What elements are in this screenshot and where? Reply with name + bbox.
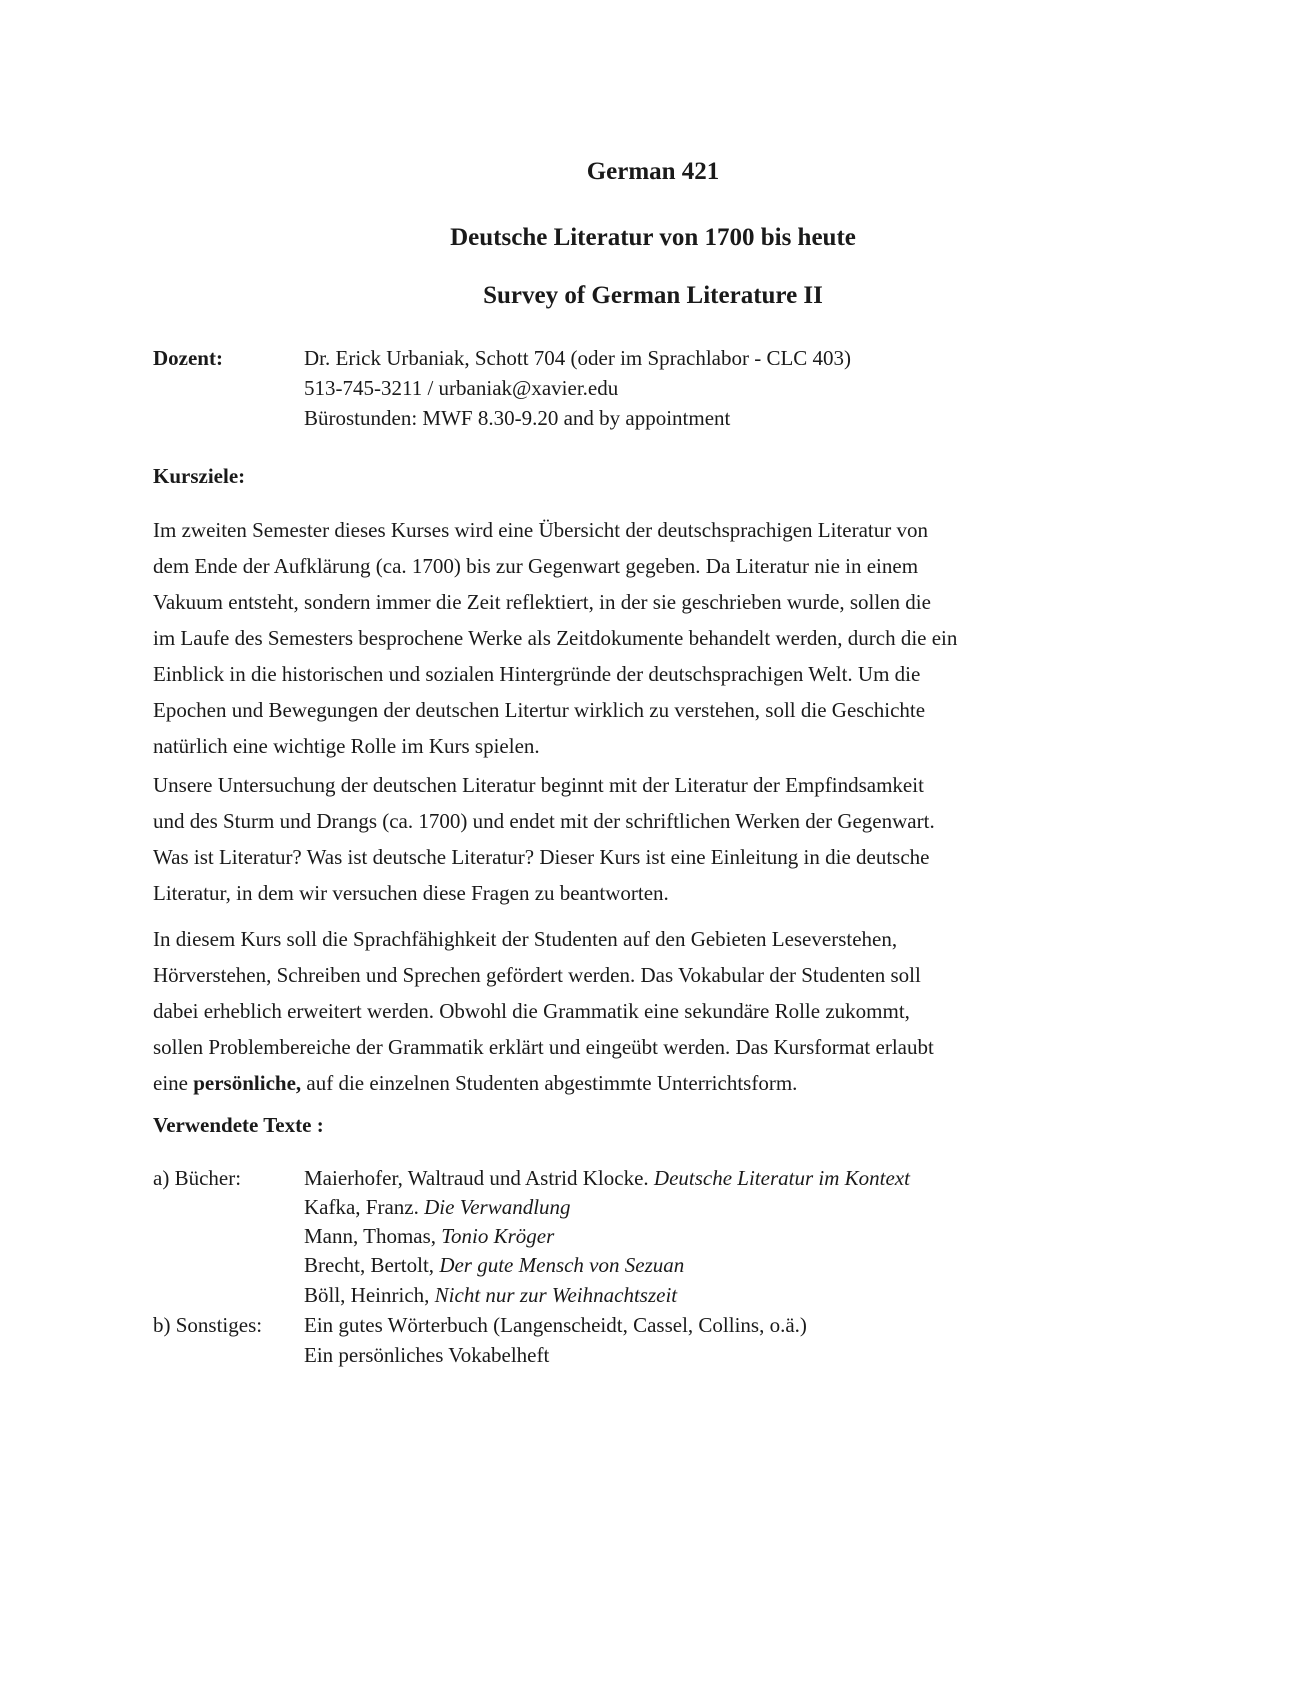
- paragraph-line: dabei erheblich erweitert werden. Obwohl die Grammatik eine sekundäre Rolle zukommt,: [153, 999, 910, 1023]
- book-entry: [304, 1283, 677, 1308]
- book-title: Deutsche Literatur im Kontext: [653, 1166, 910, 1190]
- paragraph-line: Literatur, in dem wir versuchen diese Fragen zu beantworten.: [153, 881, 669, 905]
- other-material-entry: Ein persönliches Vokabelheft: [304, 1343, 550, 1367]
- book-entry: [304, 1224, 554, 1249]
- paragraph-line: sollen Problembereiche der Grammatik erklärt und eingeübt werden. Das Kursformat erlaubt: [153, 1035, 934, 1059]
- paragraph-line: Epochen und Bewegungen der deutschen Litertur wirklich zu verstehen, soll die Geschichte: [153, 698, 926, 722]
- paragraph-line: Im zweiten Semester dieses Kurses wird eine Übersicht der deutschsprachigen Literatur von: [153, 518, 928, 542]
- emphasis-personal: persönliche,: [193, 1071, 302, 1095]
- paragraph-line: Vakuum entsteht, sondern immer die Zeit reflektiert, in der sie geschrieben wurde, sollen die: [153, 590, 931, 614]
- book-author: Kafka, Franz.: [304, 1195, 425, 1219]
- books-label: a) Bücher:: [153, 1166, 242, 1190]
- course-title-english: Survey of German Literature II: [483, 282, 823, 309]
- paragraph-line: dem Ende der Aufklärung (ca. 1700) bis zur Gegenwart gegeben. Da Literatur nie in einem: [153, 554, 919, 578]
- instructor-name-office: Dr. Erick Urbaniak, Schott 704 (oder im Sprachlabor - CLC 403): [304, 346, 852, 370]
- paragraph-line: Hörverstehen, Schreiben und Sprechen gefördert werden. Das Vokabular der Studenten soll: [153, 963, 921, 987]
- goals-paragraph-3: [153, 921, 1153, 1101]
- book-title: Nicht nur zur Weihnachtszeit: [434, 1283, 678, 1307]
- book-title: Tonio Kröger: [441, 1224, 555, 1248]
- paragraph-line: natürlich eine wichtige Rolle im Kurs spielen.: [153, 734, 540, 758]
- paragraph-line: In diesem Kurs soll die Sprachfähighkeit der Studenten auf den Gebieten Leseverstehen,: [153, 927, 898, 951]
- other-materials-label: b) Sonstiges:: [153, 1313, 263, 1337]
- course-number: German 421: [586, 158, 720, 185]
- course-goals-heading: Kursziele:: [153, 464, 246, 488]
- instructor-contact: 513-745-3211 / urbaniak@xavier.edu: [304, 376, 619, 400]
- paragraph-line: Unsere Untersuchung der deutschen Literatur beginnt mit der Literatur der Empfindsamkeit: [153, 773, 924, 797]
- book-author: Maierhofer, Waltraud und Astrid Klocke.: [304, 1166, 654, 1190]
- texts-heading: Verwendete Texte :: [153, 1113, 324, 1137]
- book-author: Böll, Heinrich,: [304, 1283, 435, 1307]
- office-hours: Bürostunden: MWF 8.30-9.20 and by appointment: [304, 406, 731, 430]
- other-material-entry: Ein gutes Wörterbuch (Langenscheidt, Cassel, Collins, o.ä.): [304, 1313, 807, 1337]
- goals-paragraph-1: [153, 512, 1153, 764]
- paragraph-text: auf die einzelnen Studenten abgestimmte Unterrichtsform.: [301, 1071, 798, 1095]
- book-entry: [304, 1253, 684, 1278]
- paragraph-line: und des Sturm und Drangs (ca. 1700) und endet mit der schriftlichen Werken der Gegenwart.: [153, 809, 935, 833]
- goals-paragraph-2: [153, 767, 1153, 911]
- course-title-german: Deutsche Literatur von 1700 bis heute: [450, 224, 856, 251]
- book-title: Die Verwandlung: [424, 1195, 571, 1219]
- paragraph-line: Einblick in die historischen und sozialen Hintergründe der deutschsprachigen Welt. Um die: [153, 662, 921, 686]
- book-entry: [304, 1195, 571, 1220]
- paragraph-line: im Laufe des Semesters besprochene Werke als Zeitdokumente behandelt werden, durch die ein: [153, 626, 958, 650]
- book-author: Brecht, Bertolt,: [304, 1253, 440, 1277]
- book-title: Der gute Mensch von Sezuan: [439, 1253, 685, 1277]
- instructor-label: Dozent:: [153, 346, 223, 370]
- paragraph-line: [153, 1065, 1153, 1101]
- paragraph-line: Was ist Literatur? Was ist deutsche Literatur? Dieser Kurs ist eine Einleitung in die deutsche: [153, 845, 930, 869]
- paragraph-text: eine: [153, 1071, 194, 1095]
- book-entry: [304, 1166, 910, 1191]
- book-author: Mann, Thomas,: [304, 1224, 442, 1248]
